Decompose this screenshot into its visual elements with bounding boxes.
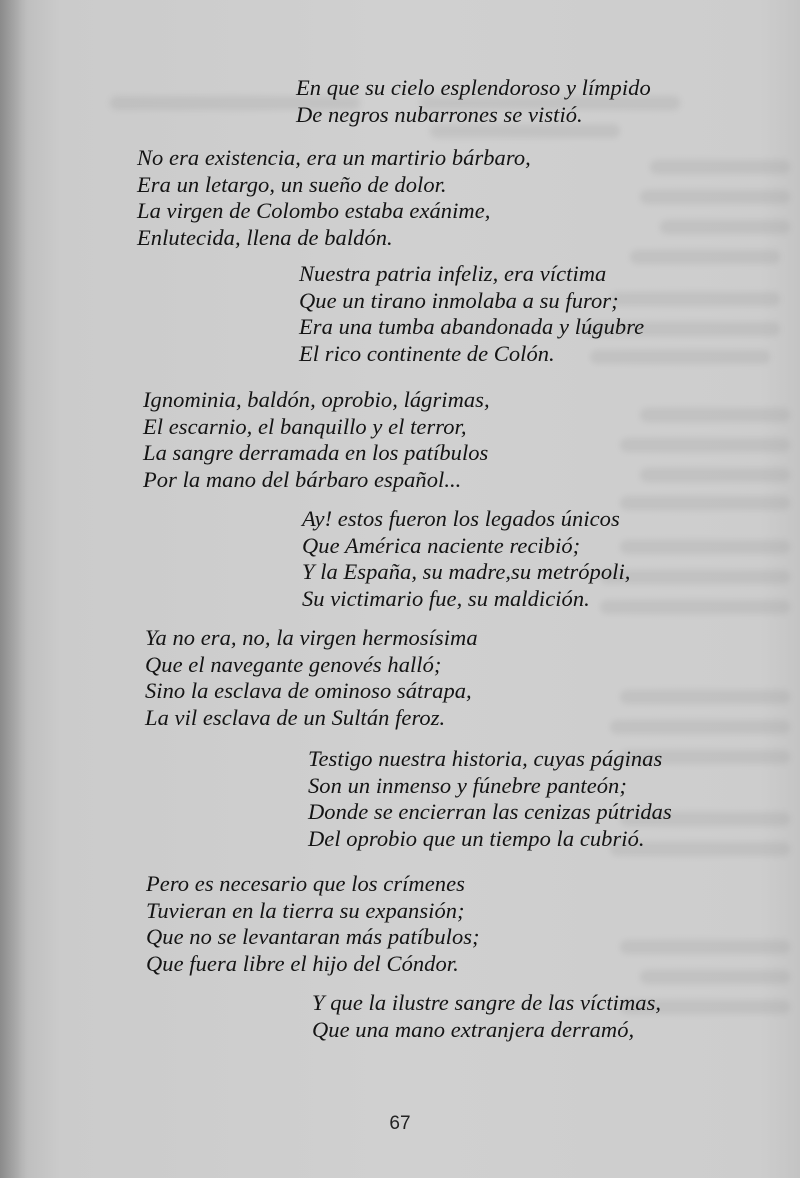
verse-line: Son un inmenso y fúnebre panteón; (308, 772, 627, 798)
stanza (312, 990, 661, 1043)
verse-line: Era un letargo, un sueño de dolor. (137, 171, 447, 197)
verse-line: Que América naciente recibió; (302, 532, 581, 558)
verse-line: Por la mano del bárbaro español... (143, 466, 462, 492)
verse-line: De negros nubarrones se vistió. (296, 101, 583, 127)
verse-line: Que fuera libre el hijo del Cóndor. (146, 950, 459, 976)
verse-line: Testigo nuestra historia, cuyas páginas (308, 746, 663, 771)
stanza (302, 506, 630, 612)
stanza (137, 145, 531, 251)
verse-line: Era una tumba abandonada y lúgubre (299, 314, 645, 339)
verse-line: Enlutecida, llena de baldón. (137, 224, 393, 250)
verse-line: Nuestra patria infeliz, era víctima (299, 261, 607, 286)
stanza (146, 871, 480, 977)
verse-line: El escarnio, el banquillo y el terror, (143, 413, 467, 439)
verse-line: Que una mano extranjera derramó, (312, 1016, 635, 1042)
verse-line: Y que la ilustre sangre de las víctimas, (312, 990, 662, 1015)
page-number: 67 (389, 1113, 411, 1134)
verse-line: El rico continente de Colón. (299, 340, 555, 366)
verse-line: Ya no era, no, la virgen hermosísima (145, 625, 478, 650)
stanza (299, 261, 644, 367)
stanza (143, 387, 490, 493)
stanza (308, 746, 672, 852)
verse-line: Donde se encierran las cenizas pútridas (308, 799, 672, 824)
verse-line: No era existencia, era un martirio bárbaro, (137, 145, 531, 170)
verse-line: Tuvieran en la tierra su expansión; (146, 897, 465, 923)
verse-line: En que su cielo esplendoroso y límpido (296, 75, 651, 100)
verse-line: La sangre derramada en los patíbulos (143, 440, 489, 465)
verse-line: Su victimario fue, su maldición. (302, 585, 590, 611)
verse-line: Del oprobio que un tiempo la cubrió. (308, 825, 645, 851)
verse-line: Ay! estos fueron los legados únicos (302, 506, 620, 531)
verse-line: La virgen de Colombo estaba exánime, (137, 198, 491, 223)
verse-line: Sino la esclava de ominoso sátrapa, (145, 678, 472, 703)
verse-line: Y la España, su madre,su metrópoli, (302, 559, 631, 584)
stanza (296, 75, 651, 128)
verse-line: Que el navegante genovés halló; (145, 651, 442, 677)
verse-line: La vil esclava de un Sultán feroz. (145, 704, 446, 730)
stanza (145, 625, 478, 731)
verse-line: Ignominia, baldón, oprobio, lágrimas, (143, 387, 490, 412)
verse-line: Que no se levantaran más patíbulos; (146, 924, 480, 949)
verse-line: Que un tirano inmolaba a su furor; (299, 287, 619, 313)
verse-line: Pero es necesario que los crímenes (146, 871, 465, 896)
